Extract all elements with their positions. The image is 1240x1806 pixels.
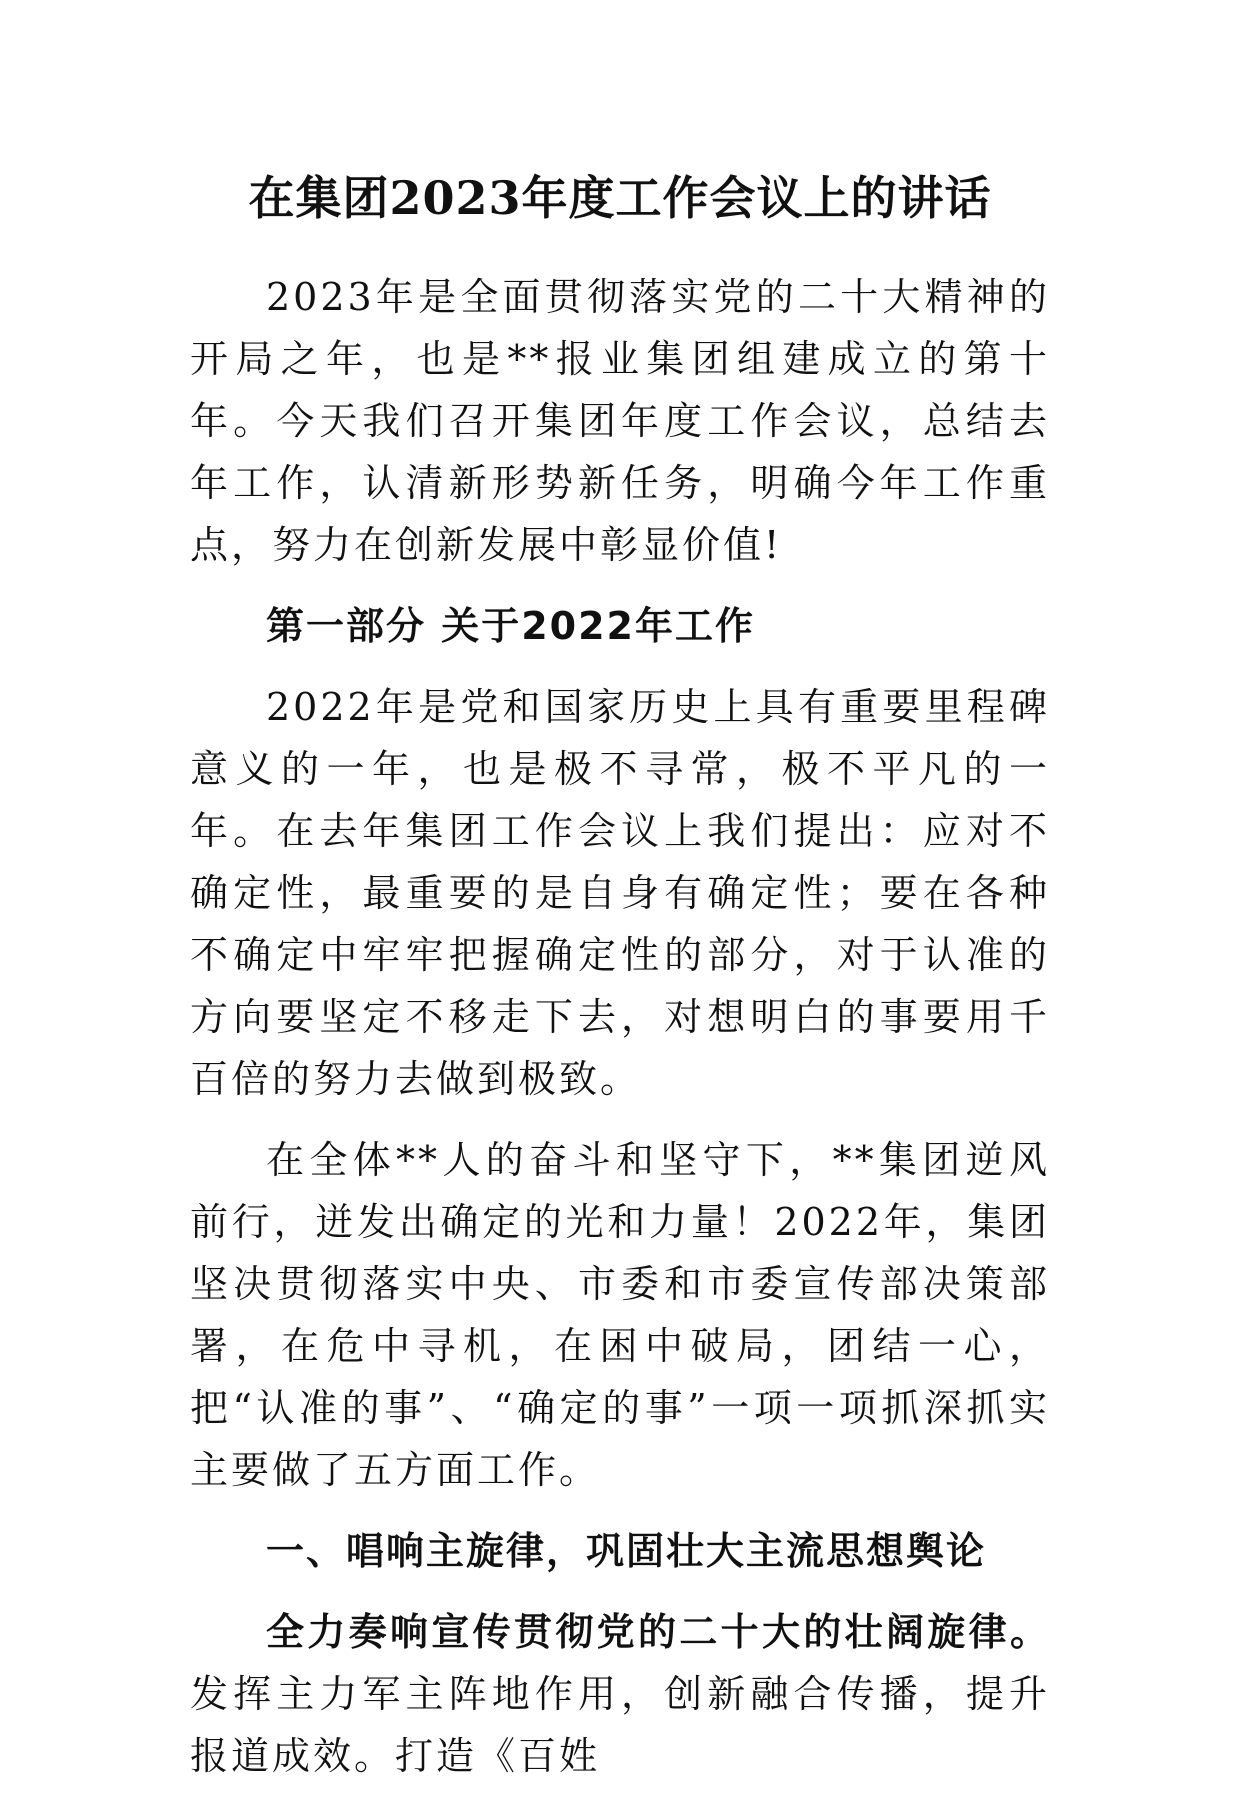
paragraph-2022-overview: 2022年是党和国家历史上具有重要里程碑意义的一年，也是极不寻常，极不平凡的一年。在去年集团工作会议上我们提出：应对不确定性，最重要的是自身有确定性；要在各种不确定中牢牢把握确定性的部分，对于认准的方向要坚定不移走下去，对想明白的事要用千百倍的努力去做到极致。 xyxy=(190,685,1050,1101)
paragraph-2022-achievements: 在全体**人的奋斗和坚守下，**集团逆风前行，迸发出确定的光和力量！2022年，集团坚决贯彻落实中央、市委和市委宣传部决策部署，在危中寻机，在困中破局，团结一心，把“认准的事”、“确定的事”一项一项抓深抓实主要做了五方面工作。 xyxy=(190,1138,1050,1492)
section-heading-one: 一、唱响主旋律，巩固壮大主流思想舆论 xyxy=(266,1529,987,1573)
paragraph-lead-sentence: 全力奏响宣传贯彻党的二十大的壮阔旋律。 xyxy=(266,1610,1050,1654)
document-body xyxy=(190,266,1050,1806)
paragraph-main-theme-text: 发挥主力军主阵地作用，创新融合传播，提升报道成效。打造《百姓 xyxy=(190,1672,1050,1778)
document-title: 在集团2023年度工作会议上的讲话 xyxy=(248,171,992,225)
paragraph-main-theme xyxy=(190,1601,1050,1787)
intro-paragraph: 2023年是全面贯彻落实党的二十大精神的开局之年，也是**报业集团组建成立的第十年。今天我们召开集团年度工作会议，总结去年工作，认清新形势新任务，明确今年工作重点，努力在创新发展中彰显价值! xyxy=(190,275,1050,567)
section-heading-part-one: 第一部分 关于2022年工作 xyxy=(266,604,755,648)
